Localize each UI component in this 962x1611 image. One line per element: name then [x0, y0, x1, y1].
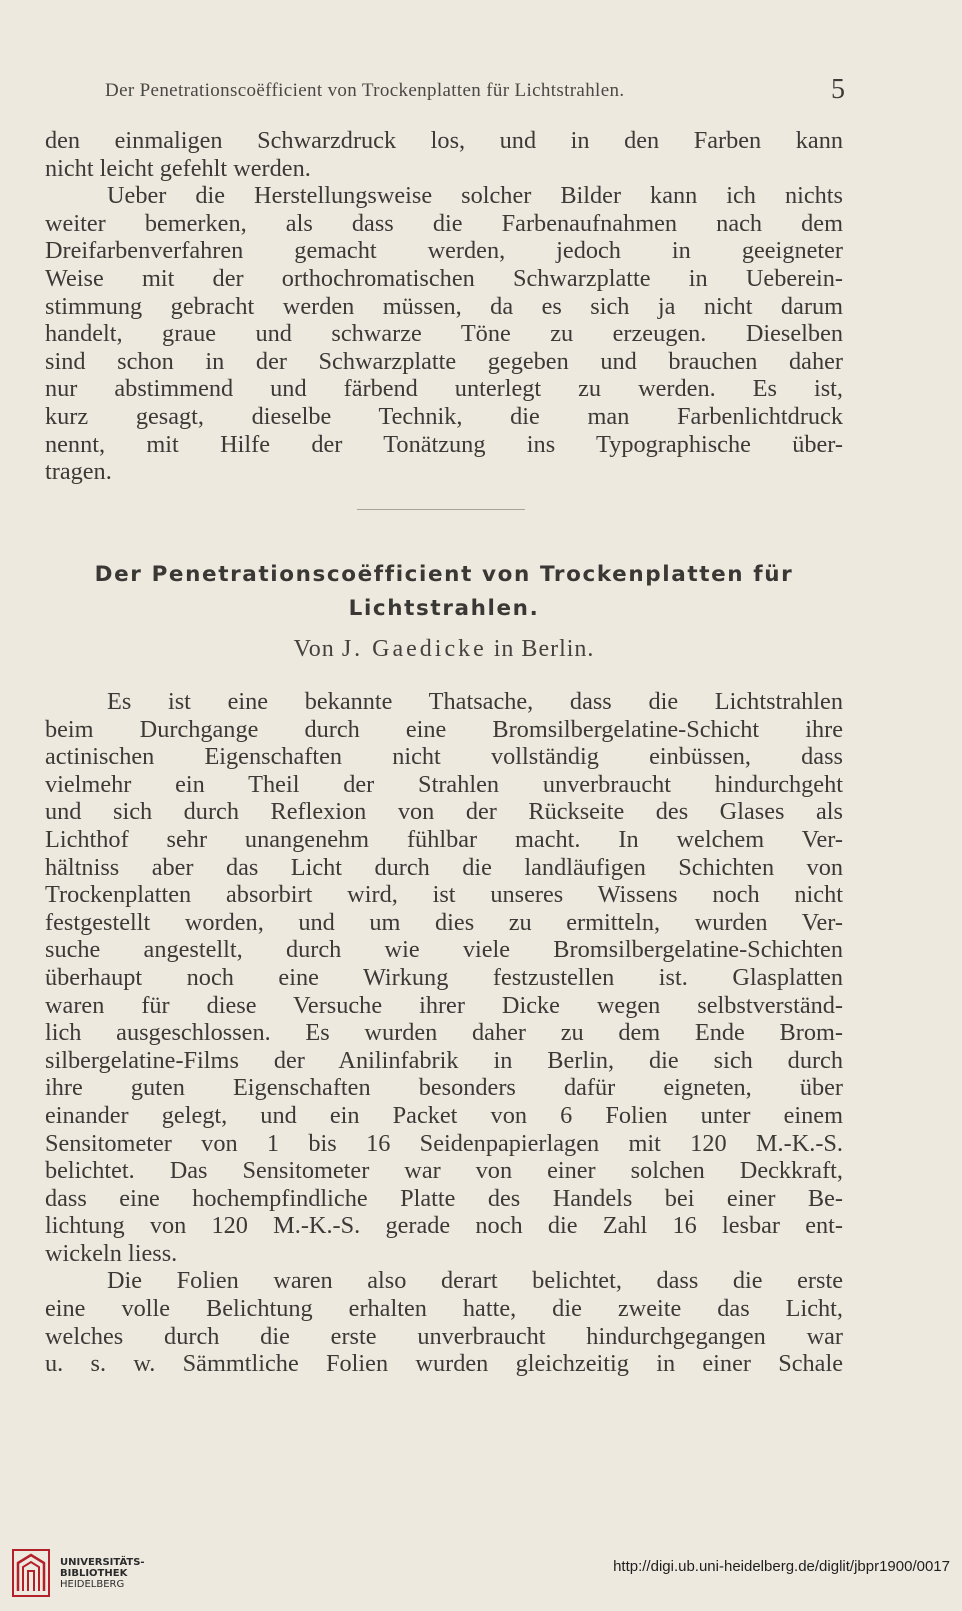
text-line: nicht leicht gefehlt werden. [45, 154, 311, 182]
library-name [60, 1557, 145, 1590]
text-line: sind schon in der Schwarzplatte gegeben und brauchen daher [45, 347, 843, 375]
text-line: hältniss aber das Licht durch die landläufigen Schichten von [45, 853, 843, 881]
continued-text [45, 127, 843, 486]
paragraph [45, 1267, 843, 1377]
paragraph [45, 127, 843, 182]
text-line: Lichthof sehr unangenehm fühlbar macht. In welchem Ver- [45, 825, 843, 853]
byline [45, 636, 843, 663]
byline-suffix: in Berlin. [493, 636, 595, 662]
text-line: kurz gesagt, dieselbe Technik, die man Farbenlichtdruck [45, 402, 843, 430]
byline-prefix: Von [293, 636, 335, 662]
text-line: und sich durch Reflexion von der Rückseite des Glases als [45, 798, 843, 826]
text-line: handelt, graue und schwarze Töne zu erzeugen. Dieselben [45, 320, 843, 348]
text-line: Trockenplatten absorbirt wird, ist unseres Wissens noch nicht [45, 881, 843, 909]
text-line: waren für diese Versuche ihrer Dicke wegen selbstverständ- [45, 991, 843, 1019]
text-line: welches durch die erste unverbraucht hindurchgegangen war [45, 1322, 843, 1350]
text-line: tragen. [45, 458, 112, 486]
text-line: stimmung gebracht werden müssen, da es sich ja nicht darum [45, 292, 843, 320]
paragraph [45, 182, 843, 486]
text-line: einander gelegt, und ein Packet von 6 Folien unter einem [45, 1101, 843, 1129]
text-line: ihre guten Eigenschaften besonders dafür eigneten, über [45, 1074, 843, 1102]
source-url-link[interactable]: http://digi.ub.uni-heidelberg.de/diglit/jbpr1900/0017 [613, 1558, 950, 1575]
library-emblem-icon [12, 1549, 50, 1597]
article-body [45, 688, 843, 1378]
text-line: silbergelatine-Films der Anilinfabrik in Berlin, die sich durch [45, 1046, 843, 1074]
text-line: Weise mit der orthochromatischen Schwarzplatte in Ueberein- [45, 264, 843, 292]
article-title-line-2: Lichtstrahlen. [348, 596, 540, 621]
text-line: suche angestellt, durch wie viele Bromsilbergelatine-Schichten [45, 936, 843, 964]
text-line: Sensitometer von 1 bis 16 Seidenpapierlagen mit 120 M.-K.-S. [45, 1129, 843, 1157]
text-line: beim Durchgange durch eine Bromsilbergelatine-Schicht ihre [45, 715, 843, 743]
text-line: Ueber die Herstellungsweise solcher Bilder kann ich nichts [107, 182, 843, 210]
text-line: actinischen Eigenschaften nicht vollständig einbüssen, dass [45, 743, 843, 771]
text-line: festgestellt worden, und um dies zu ermitteln, wurden Ver- [45, 908, 843, 936]
text-line: nur abstimmend und färbend unterlegt zu werden. Es ist, [45, 375, 843, 403]
text-line: u. s. w. Sämmtliche Folien wurden gleichzeitig in einer Schale [45, 1350, 843, 1378]
text-line: dass eine hochempfindliche Platte des Handels bei einer Be- [45, 1184, 843, 1212]
section-divider [357, 509, 525, 510]
text-line: Die Folien waren also derart belichtet, dass die erste [107, 1267, 843, 1295]
text-line: lichtung von 120 M.-K.-S. gerade noch die Zahl 16 lesbar ent- [45, 1212, 843, 1240]
article-title-line-1: Der Penetrationscoëfficient von Trockenplatten für [94, 562, 794, 587]
text-line: überhaupt noch eine Wirkung festzustellen ist. Glasplatten [45, 963, 843, 991]
text-line: eine volle Belichtung erhalten hatte, die zweite das Licht, [45, 1295, 843, 1323]
text-line: vielmehr ein Theil der Strahlen unverbraucht hindurchgeht [45, 770, 843, 798]
running-header [105, 74, 845, 112]
text-line: weiter bemerken, als dass die Farbenaufnahmen nach dem [45, 209, 843, 237]
library-logo[interactable] [12, 1547, 145, 1599]
text-line: den einmaligen Schwarzdruck los, und in den Farben kann [45, 127, 843, 154]
text-line: nennt, mit Hilfe der Tonätzung ins Typographische über- [45, 430, 843, 458]
text-line: Es ist eine bekannte Thatsache, dass die Lichtstrahlen [107, 688, 843, 715]
text-line: wickeln liess. [45, 1239, 178, 1267]
text-line: lich ausgeschlossen. Es wurden daher zu dem Ende Brom- [45, 1019, 843, 1047]
running-title: Der Penetrationscoëfficient von Trockenplatten für Lichtstrahlen. [105, 80, 625, 101]
text-line: belichtet. Das Sensitometer war von einer solchen Deckkraft, [45, 1157, 843, 1185]
page-number: 5 [831, 74, 845, 105]
paragraph [45, 688, 843, 1267]
library-line-3: HEIDELBERG [60, 1579, 125, 1590]
text-line: Dreifarbenverfahren gemacht werden, jedoch in geeigneter [45, 237, 843, 265]
library-line-2: BIBLIOTHEK [60, 1568, 128, 1579]
library-line-1: UNIVERSITÄTS- [60, 1557, 145, 1568]
author-name: J. Gaedicke [341, 636, 487, 662]
